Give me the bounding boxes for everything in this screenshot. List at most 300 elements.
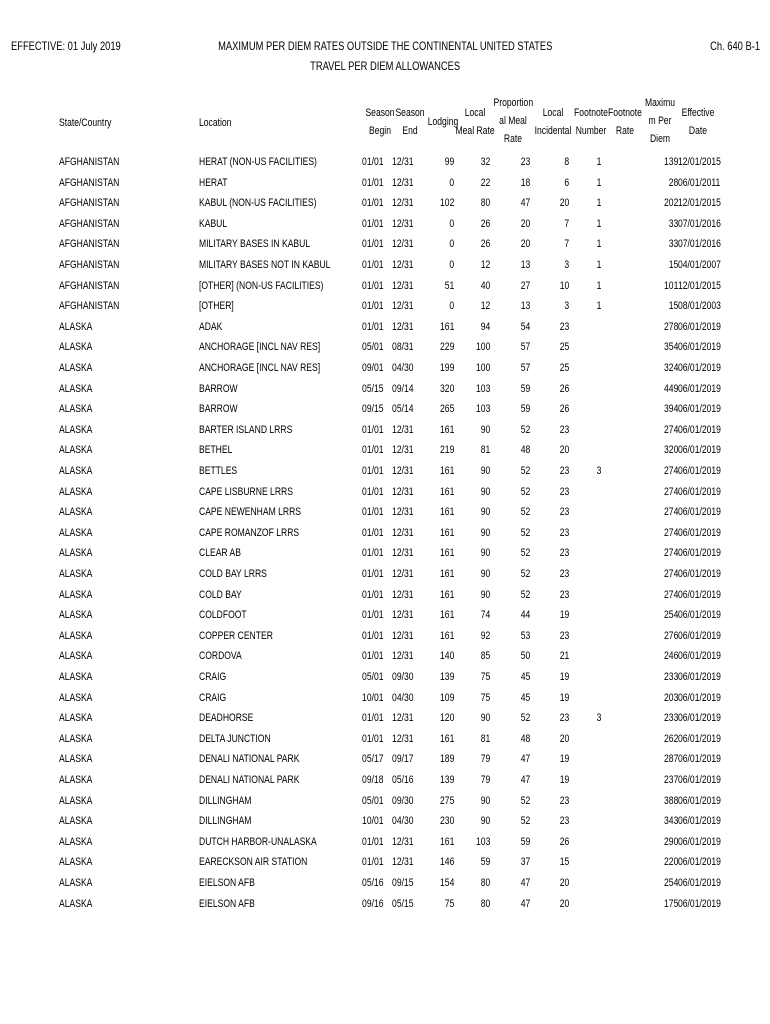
cell-season-begin: 09/01	[362, 362, 384, 374]
table-row	[0, 502, 770, 522]
cell-local-incid: 26	[559, 835, 569, 848]
cell-state: ALASKA	[59, 856, 93, 869]
cell-effective-date: 06/01/2019	[678, 444, 721, 457]
cell-lodging: 161	[439, 526, 454, 539]
cell-effective-date: 06/01/2019	[678, 650, 721, 663]
cell-local-meal: 74	[480, 609, 490, 622]
cell-local-meal: 12	[480, 300, 490, 313]
cell-location: BETTLES	[199, 465, 238, 477]
cell-season-begin: 09/15	[362, 403, 384, 416]
cell-effective-date: 06/01/2019	[678, 568, 721, 580]
cell-local-meal: 90	[480, 423, 490, 436]
cell-prop-meal: 20	[520, 217, 530, 230]
cell-prop-meal: 48	[520, 444, 530, 457]
cell-prop-meal: 52	[520, 712, 530, 725]
cell-season-begin: 01/01	[362, 856, 384, 869]
cell-season-begin: 10/01	[362, 691, 384, 704]
cell-max-per-diem: 324	[663, 362, 678, 374]
cell-lodging: 102	[439, 197, 454, 210]
cell-lodging: 161	[439, 320, 454, 333]
cell-prop-meal: 59	[520, 403, 530, 416]
cell-prop-meal: 45	[520, 671, 530, 683]
cell-location: HERAT (NON-US FACILITIES)	[199, 156, 317, 168]
cell-prop-meal: 47	[520, 774, 530, 786]
cell-season-end: 12/31	[392, 732, 414, 745]
cell-lodging: 0	[449, 217, 454, 230]
cell-local-meal: 90	[480, 568, 490, 580]
cell-season-begin: 01/01	[362, 259, 384, 271]
cell-prop-meal: 52	[520, 423, 530, 436]
cell-season-begin: 05/17	[362, 753, 384, 766]
table-row	[0, 894, 770, 914]
cell-local-incid: 15	[559, 856, 569, 869]
cell-season-begin: 01/01	[362, 279, 384, 292]
cell-max-per-diem: 354	[663, 341, 678, 354]
cell-effective-date: 06/01/2019	[678, 362, 721, 374]
cell-local-meal: 80	[480, 897, 490, 910]
cell-season-begin: 01/01	[362, 485, 384, 498]
cell-lodging: 99	[444, 156, 454, 168]
cell-local-meal: 90	[480, 485, 490, 498]
table-row	[0, 626, 770, 646]
cell-location: ANCHORAGE [INCL NAV RES]	[199, 341, 321, 354]
cell-effective-date: 12/01/2015	[678, 279, 721, 292]
cell-local-incid: 23	[559, 629, 569, 642]
cell-state: AFGHANISTAN	[59, 156, 120, 168]
cell-state: ALASKA	[59, 320, 93, 333]
cell-state: ALASKA	[59, 588, 93, 601]
cell-prop-meal: 47	[520, 877, 530, 889]
cell-season-begin: 01/01	[362, 547, 384, 560]
cell-effective-date: 06/01/2019	[678, 423, 721, 436]
cell-prop-meal: 59	[520, 835, 530, 848]
cell-max-per-diem: 343	[663, 815, 678, 828]
table-row	[0, 234, 770, 254]
cell-season-end: 12/31	[392, 320, 414, 333]
cell-footnote-num: 1	[596, 300, 602, 313]
cell-max-per-diem: 237	[663, 774, 678, 786]
cell-max-per-diem: 287	[663, 753, 678, 766]
chapter-label: Ch. 640 B-1	[710, 39, 760, 53]
col-footnote-rate: Footnote Rate	[608, 107, 642, 137]
cell-lodging: 275	[439, 794, 454, 807]
table-row	[0, 688, 770, 708]
cell-local-meal: 90	[480, 712, 490, 725]
table-row	[0, 173, 770, 193]
cell-prop-meal: 48	[520, 732, 530, 745]
cell-season-end: 12/31	[392, 506, 414, 519]
table-row	[0, 379, 770, 399]
cell-effective-date: 06/01/2019	[678, 403, 721, 416]
cell-prop-meal: 59	[520, 382, 530, 395]
cell-local-incid: 25	[559, 362, 569, 374]
cell-state: ALASKA	[59, 650, 93, 663]
cell-effective-date: 07/01/2016	[678, 238, 721, 251]
cell-local-incid: 20	[559, 197, 569, 210]
col-footnote-number: Footnote Number	[574, 107, 608, 137]
cell-effective-date: 06/01/2019	[678, 712, 721, 725]
cell-state: ALASKA	[59, 897, 93, 910]
cell-season-end: 09/17	[392, 753, 414, 766]
cell-local-incid: 26	[559, 403, 569, 416]
cell-effective-date: 07/01/2016	[678, 217, 721, 230]
col-lodging: Lodging	[427, 116, 459, 128]
cell-season-begin: 01/01	[362, 629, 384, 642]
cell-max-per-diem: 233	[663, 712, 678, 725]
cell-lodging: 161	[439, 547, 454, 560]
table-row	[0, 832, 770, 852]
cell-location: [OTHER]	[199, 300, 234, 313]
cell-local-meal: 90	[480, 588, 490, 601]
cell-season-end: 12/31	[392, 238, 414, 251]
cell-local-incid: 3	[564, 300, 569, 313]
cell-state: ALASKA	[59, 794, 93, 807]
cell-season-begin: 05/01	[362, 794, 384, 807]
cell-lodging: 109	[439, 691, 454, 704]
cell-state: ALASKA	[59, 774, 93, 786]
cell-season-begin: 09/16	[362, 897, 384, 910]
cell-season-end: 12/31	[392, 156, 414, 168]
cell-location: CORDOVA	[199, 650, 242, 663]
table-row	[0, 420, 770, 440]
cell-local-meal: 79	[480, 753, 490, 766]
cell-local-meal: 22	[480, 176, 490, 189]
table-row	[0, 770, 770, 790]
cell-season-end: 12/31	[392, 588, 414, 601]
cell-local-incid: 8	[564, 156, 569, 168]
cell-season-end: 12/31	[392, 547, 414, 560]
cell-footnote-num: 1	[596, 176, 602, 189]
cell-local-meal: 12	[480, 259, 490, 271]
table-row	[0, 811, 770, 831]
cell-max-per-diem: 274	[663, 506, 678, 519]
cell-lodging: 161	[439, 568, 454, 580]
cell-effective-date: 06/01/2019	[678, 732, 721, 745]
cell-prop-meal: 20	[520, 238, 530, 251]
cell-local-meal: 85	[480, 650, 490, 663]
cell-footnote-num: 1	[596, 259, 602, 271]
cell-max-per-diem: 274	[663, 526, 678, 539]
col-location: Location	[199, 117, 232, 129]
cell-local-incid: 7	[564, 217, 569, 230]
cell-location: BARROW	[199, 403, 238, 416]
cell-location: CLEAR AB	[199, 547, 241, 560]
cell-effective-date: 06/01/2019	[678, 671, 721, 683]
cell-local-incid: 21	[559, 650, 569, 663]
cell-max-per-diem: 262	[663, 732, 678, 745]
cell-lodging: 161	[439, 588, 454, 601]
cell-state: ALASKA	[59, 671, 93, 683]
cell-footnote-num: 1	[596, 197, 602, 210]
cell-prop-meal: 52	[520, 506, 530, 519]
cell-max-per-diem: 274	[663, 588, 678, 601]
cell-season-begin: 01/01	[362, 465, 384, 477]
cell-state: ALASKA	[59, 835, 93, 848]
cell-lodging: 139	[439, 774, 454, 786]
cell-effective-date: 06/01/2019	[678, 629, 721, 642]
cell-lodging: 0	[449, 300, 454, 313]
cell-prop-meal: 52	[520, 794, 530, 807]
cell-max-per-diem: 28	[668, 176, 678, 189]
table-row	[0, 585, 770, 605]
table-row	[0, 399, 770, 419]
cell-season-end: 12/31	[392, 279, 414, 292]
cell-effective-date: 06/01/2019	[678, 691, 721, 704]
cell-local-incid: 3	[564, 259, 569, 271]
cell-location: DELTA JUNCTION	[199, 732, 271, 745]
cell-effective-date: 06/01/2019	[678, 856, 721, 869]
cell-local-incid: 10	[559, 279, 569, 292]
cell-season-begin: 01/01	[362, 197, 384, 210]
cell-local-incid: 19	[559, 753, 569, 766]
cell-state: ALASKA	[59, 547, 93, 560]
cell-local-incid: 23	[559, 588, 569, 601]
cell-location: DILLINGHAM	[199, 815, 252, 828]
cell-local-incid: 19	[559, 671, 569, 683]
cell-local-incid: 23	[559, 320, 569, 333]
cell-season-begin: 01/01	[362, 835, 384, 848]
cell-effective-date: 06/01/2019	[678, 897, 721, 910]
cell-season-end: 05/14	[392, 403, 414, 416]
cell-max-per-diem: 15	[668, 300, 678, 313]
cell-season-end: 12/31	[392, 176, 414, 189]
cell-season-begin: 01/01	[362, 609, 384, 622]
cell-season-end: 09/30	[392, 671, 414, 683]
cell-prop-meal: 44	[520, 609, 530, 622]
cell-season-end: 04/30	[392, 691, 414, 704]
cell-prop-meal: 53	[520, 629, 530, 642]
cell-season-begin: 01/01	[362, 444, 384, 457]
cell-lodging: 140	[439, 650, 454, 663]
cell-prop-meal: 52	[520, 526, 530, 539]
cell-local-incid: 23	[559, 815, 569, 828]
cell-effective-date: 06/01/2011	[678, 176, 721, 189]
table-row	[0, 873, 770, 893]
cell-max-per-diem: 274	[663, 465, 678, 477]
cell-season-begin: 05/01	[362, 341, 384, 354]
cell-season-end: 05/16	[392, 774, 414, 786]
cell-local-incid: 20	[559, 444, 569, 457]
cell-season-end: 09/14	[392, 382, 414, 395]
cell-effective-date: 06/01/2019	[678, 588, 721, 601]
cell-season-begin: 01/01	[362, 588, 384, 601]
cell-season-end: 12/31	[392, 609, 414, 622]
table-row	[0, 523, 770, 543]
cell-max-per-diem: 33	[668, 217, 678, 230]
cell-lodging: 189	[439, 753, 454, 766]
cell-footnote-num: 1	[596, 238, 602, 251]
table-row	[0, 749, 770, 769]
cell-effective-date: 12/01/2015	[678, 156, 721, 168]
cell-season-begin: 01/01	[362, 300, 384, 313]
cell-state: ALASKA	[59, 691, 93, 704]
cell-lodging: 219	[439, 444, 454, 457]
cell-prop-meal: 52	[520, 588, 530, 601]
table-row	[0, 564, 770, 584]
cell-season-end: 12/31	[392, 259, 414, 271]
cell-season-end: 04/30	[392, 815, 414, 828]
cell-season-begin: 01/01	[362, 712, 384, 725]
cell-location: COLD BAY	[199, 588, 242, 601]
col-local-meal-rate: Local Meal Rate	[455, 107, 495, 137]
cell-prop-meal: 47	[520, 197, 530, 210]
table-row	[0, 193, 770, 213]
cell-max-per-diem: 274	[663, 568, 678, 580]
cell-lodging: 75	[444, 897, 454, 910]
cell-local-incid: 20	[559, 732, 569, 745]
cell-footnote-num: 1	[596, 217, 602, 230]
cell-local-meal: 26	[480, 217, 490, 230]
cell-lodging: 0	[449, 176, 454, 189]
cell-local-incid: 23	[559, 568, 569, 580]
cell-state: ALASKA	[59, 609, 93, 622]
table-row	[0, 729, 770, 749]
cell-local-meal: 81	[480, 732, 490, 745]
cell-prop-meal: 37	[520, 856, 530, 869]
cell-season-begin: 05/16	[362, 877, 384, 889]
cell-local-meal: 90	[480, 465, 490, 477]
cell-season-end: 12/31	[392, 197, 414, 210]
cell-prop-meal: 47	[520, 753, 530, 766]
cell-effective-date: 06/01/2019	[678, 753, 721, 766]
cell-state: AFGHANISTAN	[59, 176, 120, 189]
cell-lodging: 265	[439, 403, 454, 416]
cell-effective-date: 06/01/2019	[678, 835, 721, 848]
cell-season-end: 12/31	[392, 465, 414, 477]
cell-local-meal: 40	[480, 279, 490, 292]
col-local-incidental: Local Incidental	[534, 107, 572, 137]
cell-max-per-diem: 203	[663, 691, 678, 704]
cell-lodging: 161	[439, 506, 454, 519]
cell-state: ALASKA	[59, 444, 93, 457]
col-state-country: State/Country	[59, 117, 112, 129]
cell-local-meal: 26	[480, 238, 490, 251]
cell-prop-meal: 52	[520, 815, 530, 828]
cell-local-meal: 90	[480, 526, 490, 539]
cell-local-meal: 90	[480, 506, 490, 519]
cell-lodging: 161	[439, 609, 454, 622]
cell-state: ALASKA	[59, 732, 93, 745]
cell-prop-meal: 52	[520, 485, 530, 498]
col-season-end: Season End	[395, 107, 425, 137]
cell-prop-meal: 45	[520, 691, 530, 704]
cell-location: BARROW	[199, 382, 238, 395]
table-row	[0, 667, 770, 687]
cell-local-meal: 103	[475, 403, 490, 416]
cell-season-begin: 10/01	[362, 815, 384, 828]
cell-local-meal: 90	[480, 815, 490, 828]
cell-state: ALASKA	[59, 753, 93, 766]
cell-local-incid: 23	[559, 423, 569, 436]
cell-effective-date: 06/01/2019	[678, 341, 721, 354]
cell-season-begin: 01/01	[362, 650, 384, 663]
cell-season-end: 12/31	[392, 423, 414, 436]
cell-max-per-diem: 220	[663, 856, 678, 869]
cell-season-end: 12/31	[392, 300, 414, 313]
cell-prop-meal: 52	[520, 465, 530, 477]
cell-lodging: 230	[439, 815, 454, 828]
table-row	[0, 646, 770, 666]
cell-lodging: 161	[439, 485, 454, 498]
cell-state: ALASKA	[59, 465, 93, 477]
cell-location: CAPE ROMANZOF LRRS	[199, 526, 300, 539]
cell-local-incid: 23	[559, 485, 569, 498]
cell-local-meal: 75	[480, 691, 490, 704]
cell-location: BARTER ISLAND LRRS	[199, 423, 293, 436]
cell-season-end: 05/15	[392, 897, 414, 910]
table-row	[0, 605, 770, 625]
table-row	[0, 152, 770, 172]
cell-footnote-num: 1	[596, 279, 602, 292]
cell-lodging: 161	[439, 629, 454, 642]
cell-effective-date: 06/01/2019	[678, 877, 721, 889]
cell-local-incid: 23	[559, 794, 569, 807]
cell-max-per-diem: 394	[663, 403, 678, 416]
cell-local-meal: 90	[480, 547, 490, 560]
cell-max-per-diem: 274	[663, 485, 678, 498]
cell-season-begin: 09/18	[362, 774, 384, 786]
table-row	[0, 852, 770, 872]
cell-local-incid: 23	[559, 547, 569, 560]
cell-max-per-diem: 274	[663, 423, 678, 436]
cell-local-meal: 103	[475, 835, 490, 848]
cell-prop-meal: 13	[520, 259, 530, 271]
cell-location: EIELSON AFB	[199, 877, 255, 889]
cell-effective-date: 04/01/2007	[678, 259, 721, 271]
cell-season-begin: 05/15	[362, 382, 384, 395]
cell-state: ALASKA	[59, 877, 93, 889]
cell-state: ALASKA	[59, 362, 93, 374]
cell-season-end: 12/31	[392, 217, 414, 230]
cell-lodging: 199	[439, 362, 454, 374]
cell-local-meal: 103	[475, 382, 490, 395]
cell-season-end: 12/31	[392, 856, 414, 869]
cell-season-end: 12/31	[392, 712, 414, 725]
cell-local-incid: 6	[564, 176, 569, 189]
cell-season-begin: 01/01	[362, 732, 384, 745]
cell-location: CAPE LISBURNE LRRS	[199, 485, 293, 498]
cell-local-incid: 19	[559, 609, 569, 622]
cell-prop-meal: 52	[520, 568, 530, 580]
table-row	[0, 482, 770, 502]
cell-effective-date: 08/01/2003	[678, 300, 721, 313]
cell-season-begin: 01/01	[362, 568, 384, 580]
cell-max-per-diem: 320	[663, 444, 678, 457]
cell-max-per-diem: 233	[663, 671, 678, 683]
cell-state: AFGHANISTAN	[59, 217, 120, 230]
cell-lodging: 161	[439, 732, 454, 745]
col-season-begin: Season Begin	[365, 107, 395, 137]
cell-state: ALASKA	[59, 568, 93, 580]
cell-location: DEADHORSE	[199, 712, 254, 725]
cell-local-incid: 25	[559, 341, 569, 354]
table-row	[0, 708, 770, 728]
cell-state: ALASKA	[59, 712, 93, 725]
cell-local-meal: 92	[480, 629, 490, 642]
cell-location: MILITARY BASES IN KABUL	[199, 238, 311, 251]
cell-season-begin: 01/01	[362, 176, 384, 189]
cell-season-begin: 01/01	[362, 320, 384, 333]
cell-lodging: 0	[449, 238, 454, 251]
cell-lodging: 139	[439, 671, 454, 683]
cell-location: DUTCH HARBOR-UNALASKA	[199, 835, 317, 848]
cell-footnote-num: 3	[596, 712, 602, 725]
cell-lodging: 161	[439, 423, 454, 436]
table-row	[0, 255, 770, 275]
cell-local-meal: 59	[480, 856, 490, 869]
cell-local-meal: 32	[480, 156, 490, 168]
cell-state: ALASKA	[59, 341, 93, 354]
